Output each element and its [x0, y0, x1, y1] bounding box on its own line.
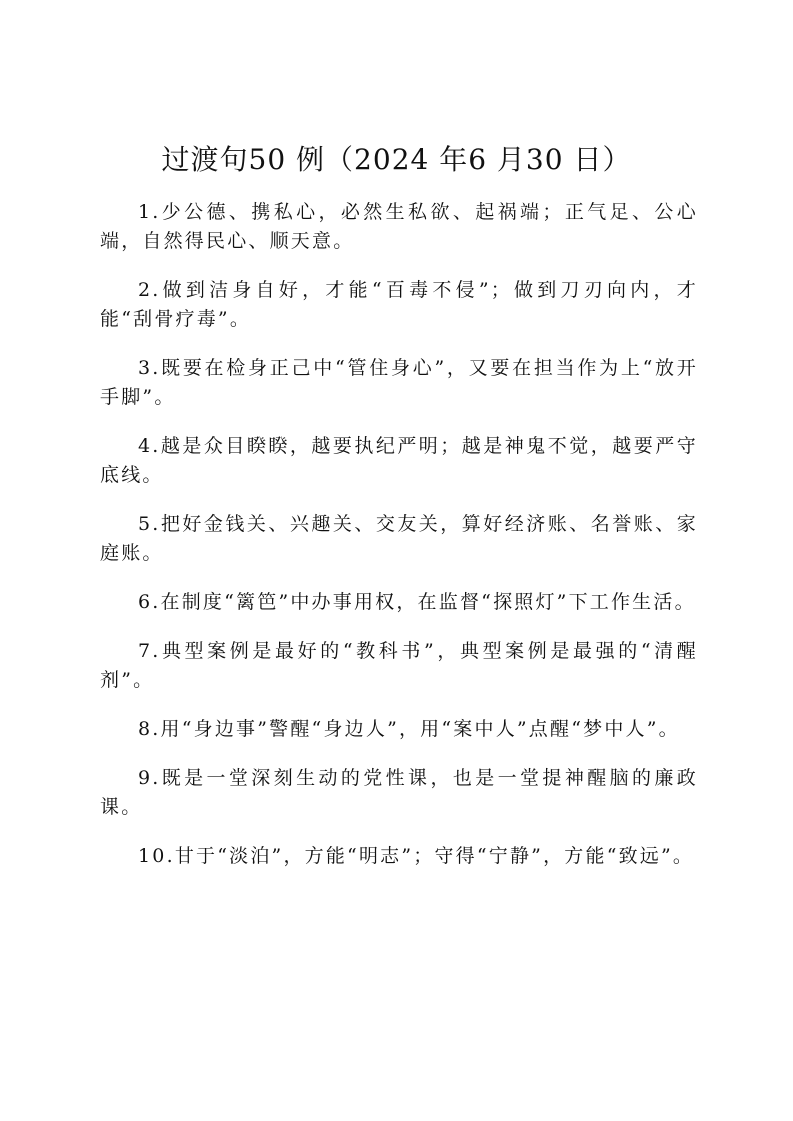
list-item: 10.甘于“淡泊”，方能“明志”；守得“宁静”，方能“致远”。 [138, 845, 695, 867]
list-item: 8.用“身边事”警醒“身边人”，用“案中人”点醒“梦中人”。 [138, 718, 680, 740]
list-item: 1.少公德、携私心，必然生私欲、起祸端；正气足、公心端，自然得民心、顺天意。 [100, 201, 698, 252]
page-title: 过渡句50 例（2024 年6 月30 日） [161, 143, 632, 176]
sentence-list [100, 198, 698, 891]
list-item: 5.把好金钱关、兴趣关、交友关，算好经济账、名誉账、家庭账。 [100, 513, 698, 564]
list-item: 7.典型案例是最好的“教科书”，典型案例是最强的“清醒剂”。 [100, 640, 698, 691]
list-item: 4.越是众目睽睽，越要执纪严明；越是神鬼不觉，越要严守底线。 [100, 435, 698, 486]
list-item: 6.在制度“篱笆”中办事用权，在监督“探照灯”下工作生活。 [138, 591, 696, 613]
list-item: 9.既是一堂深刻生动的党性课，也是一堂提神醒脑的廉政课。 [100, 767, 698, 818]
list-item: 2.做到洁身自好，才能“百毒不侵”；做到刀刃向内，才能“刮骨疗毒”。 [100, 279, 698, 330]
list-item: 3.既要在检身正己中“管住身心”，又要在担当作为上“放开手脚”。 [100, 357, 698, 408]
